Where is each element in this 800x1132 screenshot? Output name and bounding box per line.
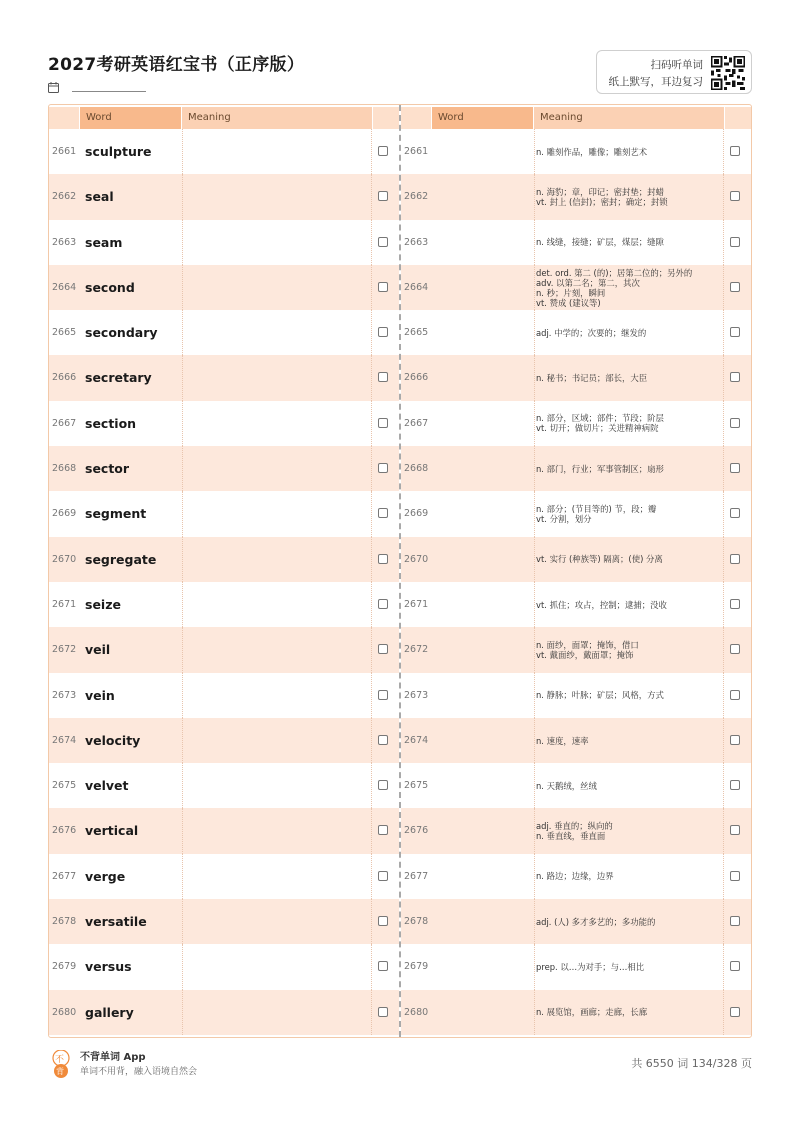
checkbox[interactable] [378,237,388,247]
entry-number: 2674 [52,734,77,746]
entry-number: 2668 [404,463,429,475]
word-row [49,401,399,446]
meaning-blank[interactable] [182,401,372,446]
meaning-row [401,401,751,446]
entry-number: 2672 [52,644,77,656]
word-row [49,673,399,718]
entry-word: veil [85,642,111,658]
qr-code-icon[interactable] [711,56,745,90]
meaning-line: adj. 中学的；次要的；继发的 [536,327,647,338]
checkbox[interactable] [730,916,740,926]
word-panel [49,105,399,1037]
meaning-line: n. 部分；(节目等的) 节，段；瓣 [536,504,657,515]
meaning-blank[interactable] [182,491,372,536]
entry-number: 2674 [404,734,429,746]
meaning-blank[interactable] [182,129,372,174]
app-logo-char-2: 背 [56,1067,64,1076]
meaning-line: vt. 分割，划分 [536,514,592,525]
checkbox[interactable] [730,463,740,473]
entry-number: 2680 [404,1006,429,1018]
meaning-blank[interactable] [182,808,372,853]
meaning-row [401,265,751,310]
entry-meaning [536,944,721,989]
entry-number: 2671 [404,598,429,610]
meaning-line: n. 静脉；叶脉；矿层；风格，方式 [536,690,664,701]
word-row [49,537,399,582]
entry-number: 2670 [52,553,77,565]
meaning-blank[interactable] [182,265,372,310]
entry-meaning [536,310,721,355]
entry-word: seize [85,596,121,612]
meaning-row [401,582,751,627]
meaning-line: n. 秒；片刻，瞬间 [536,287,606,298]
meaning-line: n. 线缝，接缝；矿层，煤层；缝隙 [536,237,664,248]
meaning-line: n. 部门，行业；军事管制区；扇形 [536,463,664,474]
entry-number: 2664 [52,281,77,293]
checkbox[interactable] [730,1007,740,1017]
meaning-column-header: Meaning [188,112,231,123]
entry-number: 2673 [404,689,429,701]
entry-meaning [536,718,721,763]
entry-word: seal [85,189,114,205]
checkbox[interactable] [378,327,388,337]
meaning-blank[interactable] [182,627,372,672]
date-input-line[interactable] [72,83,146,92]
entry-word: verge [85,868,126,884]
meaning-row [401,355,751,400]
word-row [49,174,399,219]
meaning-row [401,808,751,853]
meaning-row [401,990,751,1035]
meaning-line: n. 面纱，面罩；掩饰，借口 [536,639,639,650]
entry-word: sculpture [85,144,152,159]
meaning-line: vt. 切开；做切片；关进精神病院 [536,423,659,434]
meaning-row [401,129,751,174]
entry-word: sector [85,461,130,477]
checkbox[interactable] [730,599,740,609]
word-row [49,265,399,310]
word-row [49,854,399,899]
entry-meaning [536,899,721,944]
word-rows [49,129,399,1035]
entry-number: 2678 [52,916,77,928]
checkbox[interactable] [730,237,740,247]
meaning-row [401,854,751,899]
meaning-row [401,446,751,491]
meaning-blank[interactable] [182,446,372,491]
meaning-row [401,763,751,808]
entry-word: vertical [85,823,139,839]
entry-number: 2669 [52,508,77,520]
app-slogan: 单词不用背，融入语境自然会 [80,1067,198,1077]
meaning-row [401,491,751,536]
meaning-blank[interactable] [182,718,372,763]
meaning-panel [401,105,751,1037]
word-row [49,808,399,853]
entry-meaning [536,808,721,853]
meaning-line: n. 路边；边缘，边界 [536,871,614,882]
checkbox[interactable] [730,508,740,518]
checkbox[interactable] [730,372,740,382]
entry-meaning [536,446,721,491]
meaning-row [401,718,751,763]
checkbox[interactable] [378,961,388,971]
entry-number: 2671 [52,598,77,610]
entry-word: section [85,415,137,431]
meaning-blank[interactable] [182,899,372,944]
page-footer [48,1046,752,1080]
entry-meaning [536,763,721,808]
entry-word: secretary [85,370,152,386]
meaning-line: n. 部分，区域；部件；节段；阶层 [536,413,664,424]
meaning-line: adj. (人) 多才多艺的；多功能的 [536,916,656,927]
entry-meaning [536,491,721,536]
checkbox[interactable] [378,690,388,700]
meaning-column-header-right: Meaning [540,112,583,123]
meaning-line: n. 天鹅绒，丝绒 [536,780,597,791]
word-row [49,763,399,808]
word-row [49,220,399,265]
page-header [48,50,752,100]
qr-line-2: 纸上默写，耳边复习 [608,76,703,88]
entry-word: vein [85,687,115,703]
checkbox[interactable] [378,916,388,926]
checkbox[interactable] [730,735,740,745]
entry-word: versatile [85,914,147,930]
word-row [49,310,399,355]
word-row [49,491,399,536]
entry-word: second [85,279,135,295]
meaning-line: vt. 赞成 (建议等) [536,297,601,308]
app-name: 不背单词 App [80,1052,146,1063]
meaning-blank[interactable] [182,944,372,989]
entry-word: segregate [85,551,157,567]
checkbox[interactable] [730,825,740,835]
meaning-line: adj. 垂直的；纵向的 [536,821,613,832]
word-column-header-right: Word [438,112,464,123]
entry-number: 2662 [52,191,77,203]
word-row [49,446,399,491]
entry-number: 2666 [52,372,77,384]
entry-meaning [536,673,721,718]
meaning-blank[interactable] [182,582,372,627]
checkbox[interactable] [378,372,388,382]
entry-number: 2663 [404,236,429,248]
entry-number: 2665 [52,327,77,339]
entry-meaning [536,265,721,310]
word-row [49,899,399,944]
entry-word: segment [85,506,147,522]
entry-meaning [536,582,721,627]
entry-number: 2675 [404,780,429,792]
entry-number: 2680 [52,1006,77,1018]
checkbox[interactable] [730,644,740,654]
meaning-line: n. 秘书；书记员；部长，大臣 [536,373,648,384]
meaning-blank[interactable] [182,854,372,899]
entry-number: 2666 [404,372,429,384]
entry-number: 2668 [52,463,77,475]
meaning-row [401,174,751,219]
entry-word: seam [85,234,123,250]
entry-number: 2661 [404,146,429,157]
checkbox[interactable] [730,282,740,292]
word-row [49,129,399,174]
entry-number: 2679 [52,961,77,973]
word-row [49,627,399,672]
entry-word: gallery [85,1004,134,1020]
entry-word: versus [85,959,132,975]
meaning-line: prep. 以…为对手；与…相比 [536,961,645,972]
entry-number: 2672 [404,644,429,656]
checkbox[interactable] [730,418,740,428]
meaning-row [401,220,751,265]
vocab-grid [48,104,752,1038]
meaning-line: adv. 以第二名；第二，其次 [536,277,640,288]
meaning-line: n. 雕刻作品，雕像；雕刻艺术 [536,146,648,157]
calendar-icon [48,82,59,93]
entry-meaning [536,129,721,174]
entry-word: velocity [85,732,141,748]
checkbox[interactable] [378,1007,388,1017]
page-title: 2027考研英语红宝书（正序版） [48,55,305,75]
entry-meaning [536,627,721,672]
checkbox[interactable] [730,327,740,337]
checkbox[interactable] [378,825,388,835]
entry-number: 2665 [404,327,429,339]
checkbox[interactable] [730,690,740,700]
entry-number: 2670 [404,553,429,565]
meaning-line: vt. 实行 (种族等) 隔离；(使) 分离 [536,554,663,565]
entry-meaning [536,355,721,400]
entry-number: 2667 [404,417,429,429]
meaning-row [401,627,751,672]
qr-line-1: 扫码听单词 [650,59,703,71]
meaning-line: vt. 戴面纱，戴面罩；掩饰 [536,649,634,660]
checkbox[interactable] [378,871,388,881]
page-info: 共 6550 词 134/328 页 [631,1057,752,1070]
date-row [48,82,146,93]
meaning-line: vt. 封上 (信封)；密封；确定；封锁 [536,196,668,207]
meaning-blank[interactable] [182,990,372,1035]
checkbox[interactable] [378,418,388,428]
meaning-line: n. 展览馆，画廊；走廊，长廊 [536,1007,648,1018]
checkbox[interactable] [378,780,388,790]
meaning-rows [401,129,751,1035]
entry-number: 2678 [404,916,429,928]
checkbox[interactable] [378,282,388,292]
checkbox[interactable] [730,871,740,881]
entry-number: 2677 [404,870,429,882]
entry-number: 2676 [404,825,429,837]
entry-meaning [536,854,721,899]
word-row [49,990,399,1035]
entry-meaning [536,990,721,1035]
entry-meaning [536,220,721,265]
checkbox[interactable] [378,508,388,518]
meaning-row [401,537,751,582]
checkbox[interactable] [378,554,388,564]
meaning-line: det. ord. 第二 (的)；居第二位的；另外的 [536,267,693,278]
meaning-row [401,899,751,944]
app-logo-char-1: 不 [55,1055,65,1065]
meaning-blank[interactable] [182,220,372,265]
entry-number: 2675 [52,780,77,792]
meaning-blank[interactable] [182,310,372,355]
checkbox[interactable] [378,735,388,745]
entry-number: 2664 [404,281,429,293]
meaning-blank[interactable] [182,763,372,808]
entry-number: 2677 [52,870,77,882]
checkbox[interactable] [378,463,388,473]
checkbox[interactable] [730,554,740,564]
entry-number: 2663 [52,236,77,248]
meaning-blank[interactable] [182,174,372,219]
entry-number: 2662 [404,191,429,203]
entry-word: velvet [85,778,129,794]
entry-number: 2661 [52,146,77,157]
meaning-line: vt. 抓住；攻占，控制；逮捕；没收 [536,599,667,610]
meaning-blank[interactable] [182,355,372,400]
checkbox[interactable] [730,961,740,971]
entry-number: 2676 [52,825,77,837]
word-row [49,944,399,989]
meaning-line: n. 海豹；章，印记；密封垫；封蜡 [536,186,664,197]
entry-meaning [536,537,721,582]
meaning-blank[interactable] [182,537,372,582]
entry-word: secondary [85,325,158,341]
entry-meaning [536,401,721,446]
checkbox[interactable] [378,644,388,654]
entry-number: 2679 [404,961,429,973]
checkbox[interactable] [378,146,388,156]
entry-number: 2667 [52,417,77,429]
checkbox[interactable] [378,191,388,201]
meaning-row [401,944,751,989]
entry-meaning [536,174,721,219]
word-column-header: Word [86,112,112,123]
checkbox[interactable] [730,191,740,201]
meaning-line: n. 垂直线，垂直面 [536,831,606,842]
qr-promo-box [596,50,752,94]
entry-number: 2673 [52,689,77,701]
qr-promo-text [609,57,704,91]
meaning-row [401,310,751,355]
word-row [49,355,399,400]
meaning-row [401,673,751,718]
word-row [49,582,399,627]
checkbox[interactable] [730,780,740,790]
checkbox[interactable] [730,146,740,156]
meaning-blank[interactable] [182,673,372,718]
checkbox[interactable] [378,599,388,609]
word-row [49,718,399,763]
meaning-line: n. 速度，速率 [536,735,589,746]
entry-number: 2669 [404,508,429,520]
